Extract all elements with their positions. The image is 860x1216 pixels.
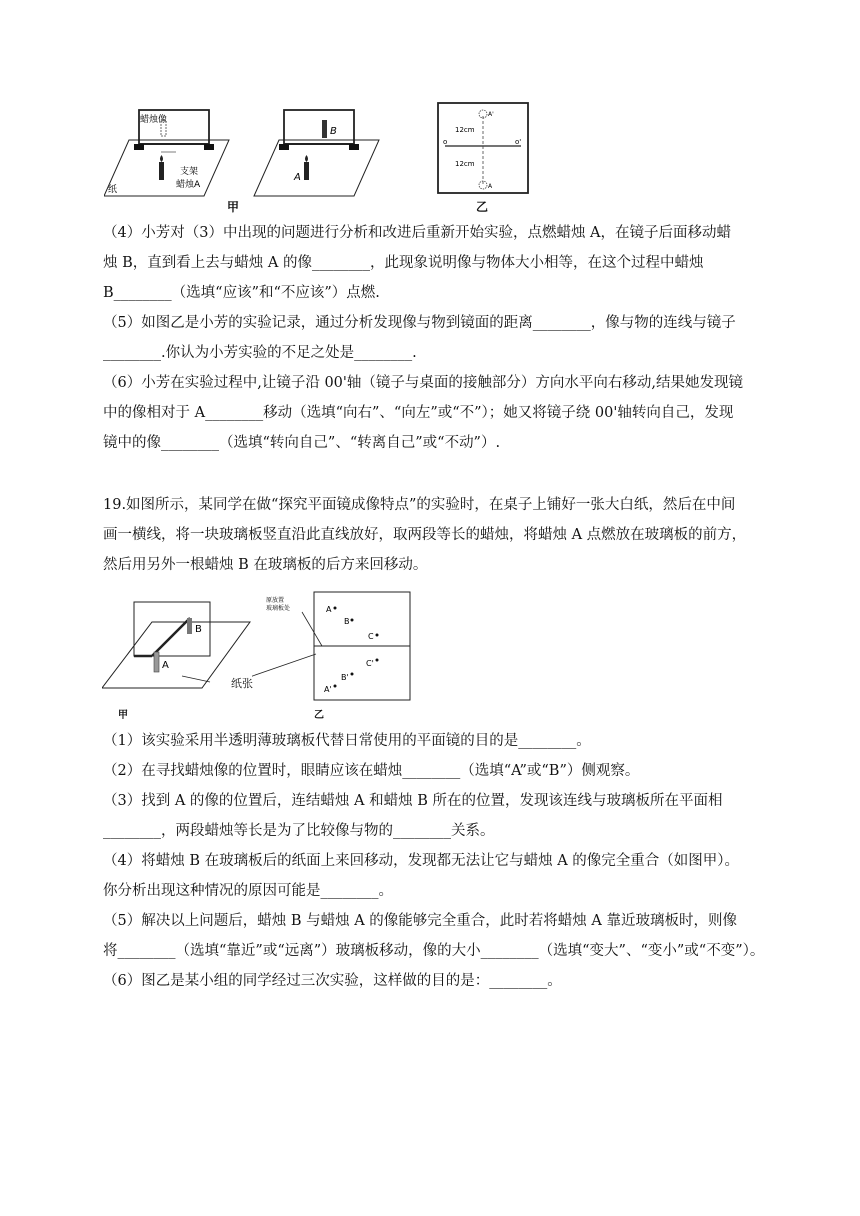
caption-jia-2: 甲 — [118, 710, 128, 721]
q18-line: （4）小芳对（3）中出现的问题进行分析和改进后重新开始实验，点燃蜡烛 A，在镜子后面移动蜡 — [103, 225, 732, 241]
q19-question-line: （1）该实验采用半透明薄玻璃板代替日常使用的平面镜的目的是________。 — [103, 733, 591, 749]
label-a: A — [294, 172, 301, 183]
fig2-glass-pos-1: 原放置 — [266, 597, 285, 604]
q19-question-line: （2）在寻找蜡烛像的位置时，眼睛应该在蜡烛________（选填“A”或“B”）侧观察。 — [103, 763, 640, 779]
figure-1-jia — [104, 100, 384, 205]
q18-line: 中的像相对于 A________移动（选填“向右”、“向左”或“不”）；她又将镜子绕 00'轴转向自己，发现 — [103, 405, 734, 421]
q19-question-line: ________，两段蜡烛等长是为了比较像与物的________关系。 — [103, 823, 495, 839]
figure-1-yi — [437, 102, 529, 194]
q19-intro-line: 画一横线，将一块玻璃板竖直沿此直线放好，取两段等长的蜡烛，将蜡烛 A 点燃放在玻璃板的前方， — [103, 527, 747, 543]
q19-question-line: （5）解决以上问题后，蜡烛 B 与蜡烛 A 的像能够完全重合，此时若将蜡烛 A 靠近玻璃板时，则像 — [103, 913, 737, 929]
figure-2-jia — [102, 600, 252, 695]
fig2-pt-a: A — [326, 605, 332, 614]
fig2-pt-c: C — [368, 632, 374, 641]
q18-line: 镜中的像________（选填“转向自己”、“转离自己”或“不动”）. — [103, 435, 501, 451]
caption-yi-1: 乙 — [476, 200, 489, 214]
label-stand: 支架 — [180, 167, 199, 177]
q18-text-block — [103, 218, 763, 458]
q19-intro-line: 然后用另外一根蜡烛 B 在玻璃板的后方来回移动。 — [103, 557, 428, 573]
fig2-label-a: A — [162, 660, 169, 671]
q19-question-line: 你分析出现这种情况的原因可能是________。 — [103, 883, 393, 899]
label-paper: 纸 — [108, 185, 118, 195]
fig2-pt-b: B — [344, 617, 350, 626]
fig2-paper-label: 纸张 — [231, 677, 253, 690]
caption-yi-2: 乙 — [314, 710, 324, 721]
caption-jia-1: 甲 — [227, 200, 240, 214]
q19-questions-block — [103, 726, 763, 996]
q19-question-line: 将________（选填“靠近”或“远离”）玻璃板移动，像的大小________（选填“变大”、“变小”或“不变”）。 — [103, 943, 765, 959]
yi-a-prime: A' — [488, 111, 494, 118]
q18-line: ________.你认为小芳实验的不足之处是________. — [103, 345, 417, 361]
q19-question-line: （6）图乙是某小组的同学经过三次实验，这样做的目的是：________。 — [103, 973, 562, 989]
fig2-pt-c-prime: C' — [366, 659, 374, 668]
q18-line: B________（选填“应该”和“不应该”）点燃. — [103, 285, 380, 301]
q18-line: 烛 B，直到看上去与蜡烛 A 的像________，此现象说明像与物体大小相等，在这个过程中蜡烛 — [103, 255, 704, 271]
q19-intro-line: 19.如图所示，某同学在做“探究平面镜成像特点”的实验时，在桌子上铺好一张大白纸，然后在中间 — [103, 497, 736, 513]
q19-intro-block — [103, 490, 763, 580]
yi-a: A — [488, 183, 493, 190]
q18-line: （5）如图乙是小芳的实验记录，通过分析发现像与物到镜面的距离________，像与物的连线与镜子 — [103, 315, 736, 331]
label-candle-a: 蜡烛A — [176, 180, 201, 190]
fig2-pt-b-prime: B' — [341, 673, 349, 682]
yi-dist-bottom: 12cm — [455, 160, 475, 168]
yi-dist-top: 12cm — [455, 126, 475, 134]
q18-line: （6）小芳在实验过程中,让镜子沿 00'轴（镜子与桌面的接触部分）方向水平向右移动,结果她发现镜 — [103, 375, 743, 391]
yi-o-prime: o' — [515, 138, 522, 146]
fig2-label-b: B — [195, 624, 202, 635]
fig2-pt-a-prime: A' — [324, 685, 332, 694]
label-b: B — [330, 126, 337, 137]
label-candle-image: 蜡烛像 — [140, 115, 168, 125]
fig2-glass-pos-2: 玻璃板处 — [266, 605, 291, 612]
figure-2-yi — [252, 590, 412, 705]
q19-question-line: （3）找到 A 的像的位置后，连结蜡烛 A 和蜡烛 B 所在的位置，发现该连线与玻璃板所在平面相 — [103, 793, 723, 809]
q19-question-line: （4）将蜡烛 B 在玻璃板后的纸面上来回移动，发现都无法让它与蜡烛 A 的像完全重合（如图甲）。 — [103, 853, 740, 869]
yi-o: o — [443, 138, 448, 146]
